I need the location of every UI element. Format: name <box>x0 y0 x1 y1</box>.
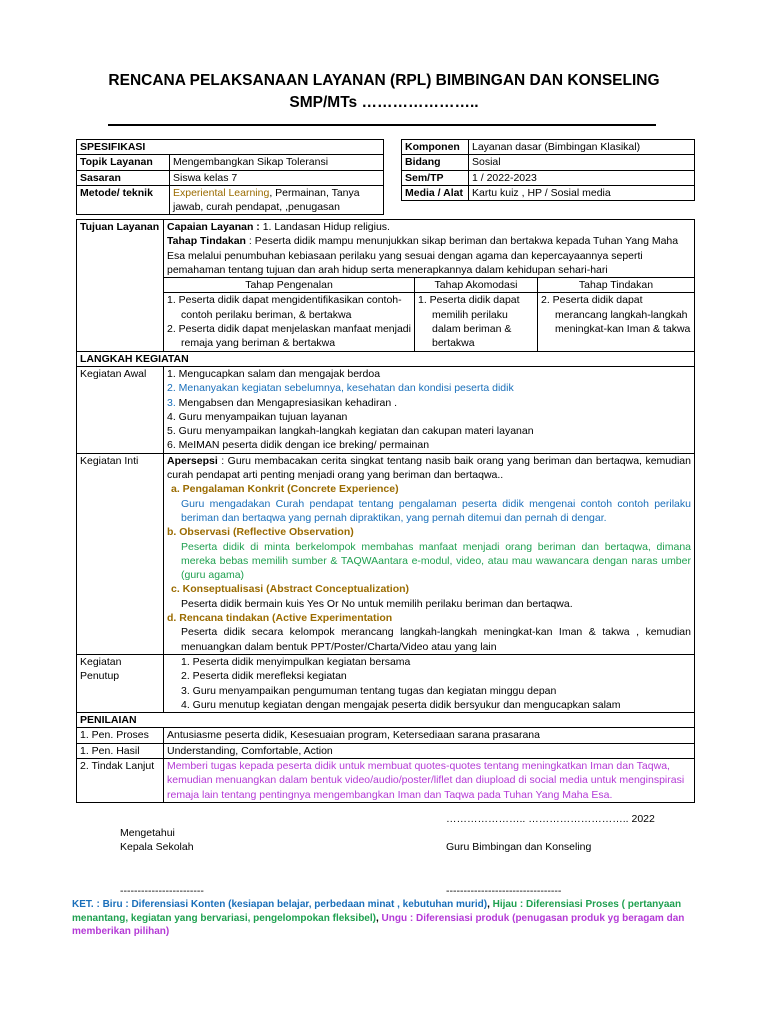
guru-bk-label: Guru Bimbingan dan Konseling <box>446 841 592 853</box>
akomodasi-item: 1. Peserta didik dapat memilih perilaku dalam beriman & bertakwa <box>418 294 520 350</box>
mengetahui-label: Mengetahui <box>120 827 175 839</box>
tahap-text: : Peserta didik mampu menunjukkan sikap beriman dan bertakwa kepada Tuhan Yang Maha Esa melalui penumbuhan kebiasaan perilaku yang sesuai dengan agama dan kepercayaannya seperti pemahaman tentang tujuan dan arah hidup serta menerapkannya dalam kehidupan sehari-hari <box>167 235 679 276</box>
capaian-label: Capaian Layanan : <box>167 221 260 233</box>
spec-label: Topik Layanan <box>77 155 170 170</box>
tahap-label: Tahap Tindakan <box>167 235 246 248</box>
pengenalan-cell <box>164 293 415 351</box>
title-line-1: RENCANA PELAKSANAAN LAYANAN (RPL) BIMBINGAN DAN KONSELING <box>108 72 660 89</box>
keterangan: KET. : Biru : Diferensiasi Konten (kesiapan belajar, perbedaan minat , kebutuhan murid), Hijau : Diferensiasi Proses ( pertanyaan menantang, kegiatan yang bervariasi, pengelompokan fleksibel), Ungu : Diferensiasi produk (penugasan produk yg beragam dan memberikan pilihan) <box>72 899 685 937</box>
step-b-title: b. Observasi (Reflective Observation) <box>167 526 354 539</box>
spec-header: SPESIFIKASI <box>77 140 384 155</box>
step-a-title: a. Pengalaman Konkrit (Concrete Experience) <box>171 483 399 496</box>
penutup-content <box>164 654 695 712</box>
awal-content <box>164 366 695 453</box>
tujuan-label: Tujuan Layanan <box>77 220 164 352</box>
penutup-item: 1. Peserta didik menyimpulkan kegiatan bersama <box>181 655 411 668</box>
spec-label: Metode/ teknik <box>77 185 170 215</box>
penilaian-label: 1. Pen. Hasil <box>77 743 164 758</box>
spec-value <box>170 185 384 215</box>
spec-value: Layanan dasar (Bimbingan Klasikal) <box>469 140 695 155</box>
col-header: Tahap Akomodasi <box>415 278 538 293</box>
spec-label: Sasaran <box>77 170 170 185</box>
date-line: ………………….. ……………………….. 2022 <box>446 813 655 825</box>
tahap-table <box>164 277 694 350</box>
ket-blue: Biru : Diferensiasi Konten (kesiapan belajar, perbedaan minat , kebutuhan murid) <box>102 899 488 910</box>
tindakan-cell <box>538 293 695 351</box>
penilaian-header: PENILAIAN <box>77 713 695 728</box>
awal-item: 1. Mengucapkan salam dan mengajak berdoa <box>167 367 381 380</box>
akomodasi-cell <box>415 293 538 351</box>
spec-label: Bidang <box>402 155 469 170</box>
tindak-text: Memberi tugas kepada peserta didik untuk membuat quotes-quotes tentang meningkatkan Iman dan Taqwa, kemudian menuangkan dalam bentuk video/audio/poster/liflet dan diupload di social media untuk menginspirasi remaja lain tentang pentingnya mengembangkan Iman dan Taqwa pada Tuhan Yang Maha Esa. <box>164 758 695 802</box>
ket-purple: Ungu : Diferensiasi produk (penugasan produk yg beragam dan memberikan pilihan) <box>72 912 685 937</box>
ket-green: Hijau : Diferensiasi Proses ( pertanyaan menantang, kegiatan yang bervariasi, pengelompokan fleksibel) <box>72 899 682 924</box>
kepala-sekolah-label: Kepala Sekolah <box>120 841 194 853</box>
spec-label: Media / Alat <box>402 185 469 200</box>
spec-left-table <box>76 139 384 215</box>
langkah-header: LANGKAH KEGIATAN <box>77 351 695 366</box>
penilaian-value: Antusiasme peserta didik, Kesesuaian program, Ketersediaan sarana prasarana <box>164 728 695 743</box>
pengenalan-item: 1. Peserta didik dapat mengidentifikasikan contoh-contoh perilaku beriman, & bertakwa <box>167 294 402 321</box>
step-b-text: Peserta didik di minta berkelompok membahas manfaat menjadi orang beriman dan bertaqwa, dimana mereka bebas memilih sumber & TAQWAantara e-modul, video, atau mau wawancara dengan naras umber (guru agama) <box>181 540 691 582</box>
title-underline <box>108 124 656 126</box>
title-line-2: SMP/MTs ………………….. <box>289 94 479 111</box>
step-c-title: c. Konseptualisasi (Abstract Conceptualization) <box>171 583 410 596</box>
penutup-item: 4. Guru menutup kegiatan dengan mengajak peserta didik bersyukur dan mengucapkan salam <box>181 698 621 711</box>
penilaian-value: Understanding, Comfortable, Action <box>164 743 695 758</box>
awal-item: 2. Menanyakan kegiatan sebelumnya, kesehatan dan kondisi peserta didik <box>167 382 514 395</box>
capaian-text: 1. Landasan Hidup religius. <box>259 221 390 233</box>
step-d-text: Peserta didik secara kelompok merancang langkah-langkah meningkat-kan Iman & takwa , kemudian menuangkan dalam bentuk PPT/Poster/Charta/Video atau yang lain <box>181 626 691 653</box>
spec-value: Siswa kelas 7 <box>170 170 384 185</box>
spec-label: Komponen <box>402 140 469 155</box>
tindak-label: 2. Tindak Lanjut <box>77 758 164 802</box>
spec-value: Sosial <box>469 155 695 170</box>
inti-content <box>164 453 695 654</box>
method-rest: , Permainan, Tanya jawab, curah pendapat, ,penugasan <box>173 186 360 214</box>
pengenalan-item: 2. Peserta didik dapat menjelaskan manfaat menjadi remaja yang beriman & bertakwa <box>167 323 411 350</box>
penilaian-label: 1. Pen. Proses <box>77 728 164 743</box>
step-d-title: d. Rencana tindakan (Active Experimentation <box>167 612 393 625</box>
signature-line-right: --------------------------------- <box>446 885 562 897</box>
spec-label: Sem/TP <box>402 170 469 185</box>
spec-value: 1 / 2022-2023 <box>469 170 695 185</box>
col-header: Tahap Pengenalan <box>164 278 415 293</box>
apersepsi-text: : Guru membacakan cerita singkat tentang nasib baik orang yang beriman dan bertaqwa, kemudian curah pendapat arti penting menjadi orang yang beriman dan bertaqwa.. <box>167 454 691 482</box>
signature-line-left: ------------------------ <box>120 885 204 897</box>
col-header: Tahap Tindakan <box>538 278 695 293</box>
spec-value: Mengembangkan Sikap Toleransi <box>170 155 384 170</box>
awal-item: 3. Mengabsen dan Mengapresiasikan kehadiran . <box>167 396 397 409</box>
step-c-text: Peserta didik bermain kuis Yes Or No untuk memilih perilaku beriman dan bertaqwa. <box>181 597 573 610</box>
penutup-label: Kegiatan Penutup <box>77 654 164 712</box>
awal-item: 4. Guru menyampaikan tujuan layanan <box>167 410 348 423</box>
awal-item: 5. Guru menyampaikan langkah-langkah kegiatan dan cakupan materi layanan <box>167 425 534 438</box>
page-title <box>0 70 768 114</box>
penutup-item: 3. Guru menyampaikan pengumuman tentang tugas dan kegiatan minggu depan <box>181 684 557 697</box>
awal-label: Kegiatan Awal <box>77 366 164 453</box>
awal-item: 6. MeIMAN peserta didik dengan ice breking/ permainan <box>167 439 430 452</box>
method-highlight: Experiental Learning <box>173 186 270 199</box>
apersepsi-label: Apersepsi <box>167 454 218 467</box>
tujuan-content <box>164 220 695 352</box>
step-a-text: Guru mengadakan Curah pendapat tentang pengalaman peserta didik mengenai contoh contoh perilaku beriman dan bertaqwa yang pernah dipraktikan, yang pernah ditemui dan pernah di dengar. <box>181 497 691 524</box>
tindakan-item: 2. Peserta didik dapat merancang langkah-langkah meningkat-kan Iman & takwa <box>541 294 691 336</box>
inti-label: Kegiatan Inti <box>77 453 164 654</box>
spec-value: Kartu kuiz , HP / Sosial media <box>469 185 695 200</box>
penutup-item: 2. Peserta didik merefleksi kegiatan <box>181 670 347 683</box>
spec-right-table <box>401 139 695 201</box>
main-table <box>76 219 695 803</box>
